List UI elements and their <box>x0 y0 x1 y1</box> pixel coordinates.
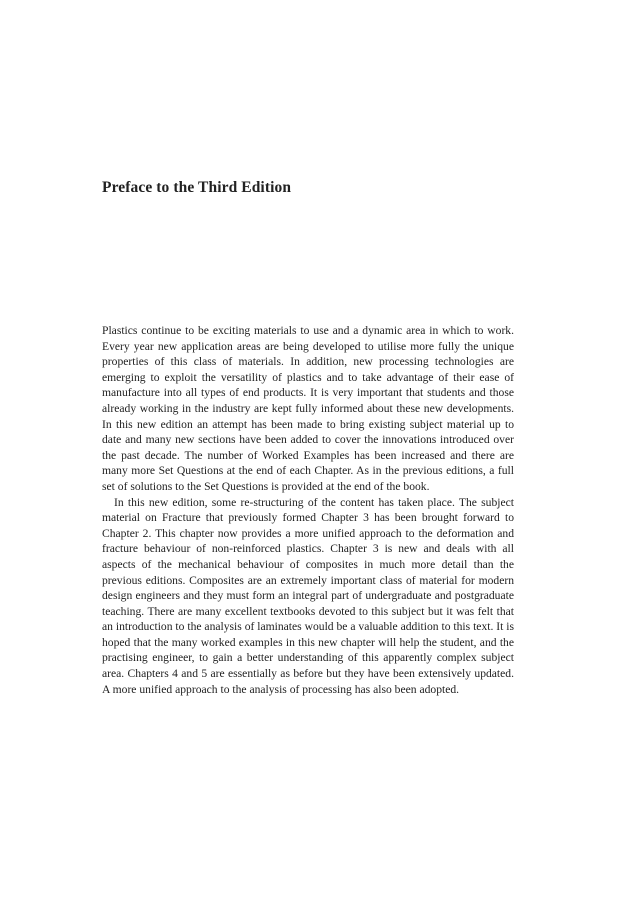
body-text <box>102 323 514 697</box>
page-title: Preface to the Third Edition <box>102 179 292 196</box>
paragraph-2: In this new edition, some re-structuring of the content has taken place. The subject material on Fracture that previously formed Chapter 3 has been brought forward to Chapter 2. This chapter now provides a more unified approach to the deformation and fracture behaviour of non-reinforced plastics. Chapter 3 is new and deals with all aspects of the mechanical behaviour of composites in much more detail than the previous editions. Composites are an extremely important class of material for modern design engineers and they must form an integral part of undergraduate and postgraduate teaching. There are many excellent textbooks devoted to this subject but it was felt that an introduction to the analysis of laminates would be a valuable addition to this text. It is hoped that the many worked examples in this new chapter will help the student, and the practising engineer, to gain a better understanding of this apparently complex subject area. Chapters 4 and 5 are essentially as before but they have been extensively updated. A more unified approach to the analysis of processing has also been adopted. <box>102 495 514 696</box>
paragraph-1: Plastics continue to be exciting materials to use and a dynamic area in which to work. Every year new application areas are being developed to utilise more fully the unique properties of this class of materials. In addition, new processing technologies are emerging to exploit the versatility of plastics and to take advantage of their ease of manufacture into all types of end products. It is very important that students and those already working in the industry are kept fully informed about these new developments. In this new edition an attempt has been made to bring existing subject material up to date and many new sections have been added to cover the innovations introduced over the past decade. The number of Worked Examples has been increased and there are many more Set Questions at the end of each Chapter. As in the previous editions, a full set of solutions to the Set Questions is provided at the end of the book. <box>102 324 514 493</box>
